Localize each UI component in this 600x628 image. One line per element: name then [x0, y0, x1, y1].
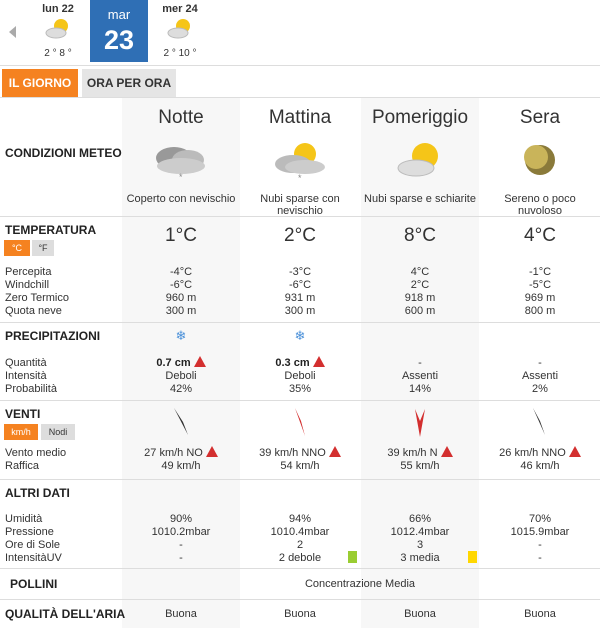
sun-hours-value: -	[179, 539, 183, 551]
perceived-label: Percepita	[5, 266, 52, 278]
air-quality-section	[0, 600, 600, 628]
intensity-value: Deboli	[284, 370, 316, 382]
average-wind-value: 26 km/h NNO	[481, 446, 599, 459]
air-quality-value: Buona	[165, 608, 197, 620]
partly-cloudy-icon	[45, 17, 73, 41]
windchill-value: -5°C	[528, 279, 552, 291]
wind-direction-arrow-icon	[481, 405, 599, 439]
perceived-value: -1°C	[528, 266, 552, 278]
quantity-value: 0.3 cm	[241, 356, 359, 369]
air-quality-value: Buona	[404, 608, 436, 620]
humidity-label: Umidità	[5, 513, 43, 525]
warning-icon	[569, 446, 581, 457]
warning-icon	[441, 446, 453, 457]
pressure-value: 1010.2mbar	[151, 526, 211, 538]
snow-level-value: 600 m	[404, 305, 436, 317]
precipitation-section	[0, 323, 600, 401]
sun-hours-label: Ore di Sole	[5, 539, 61, 551]
day-mar-23[interactable]	[90, 0, 148, 62]
snowflake-icon: ❄	[294, 328, 306, 343]
conditions-section	[0, 98, 600, 217]
partly-cloudy-icon	[167, 17, 195, 41]
intensity-value: Deboli	[165, 370, 197, 382]
condition-description: Coperto con nevischio	[126, 193, 236, 205]
kmh-toggle[interactable]: km/h	[4, 424, 38, 440]
view-tabs	[0, 66, 600, 98]
period-pomeriggio: Pomeriggio	[371, 107, 469, 128]
average-wind-value: 39 km/h NNO	[241, 446, 359, 459]
other-data-header: ALTRI DATI	[5, 486, 70, 500]
uv-value: -	[538, 552, 542, 564]
wind-arrow	[415, 409, 425, 437]
zero-thermal-value: 918 m	[404, 292, 436, 304]
pressure-value: 1010.4mbar	[270, 526, 330, 538]
pressure-value: 1012.4mbar	[390, 526, 450, 538]
day-temps: 2 ° 10 °	[163, 48, 197, 59]
pressure-value: 1015.9mbar	[510, 526, 570, 538]
intensity-label: Intensità	[5, 370, 47, 382]
partly-cloudy-icon	[361, 140, 479, 182]
pollen-header: POLLINI	[10, 577, 58, 591]
temperature-value: 1°C	[165, 225, 197, 246]
uv-level-indicator	[348, 551, 357, 563]
sun-hours-value: 3	[416, 539, 424, 551]
quantity-value: -	[418, 357, 422, 369]
quantity-value: 0.7 cm	[122, 356, 240, 369]
snowflake-icon: ❄	[175, 328, 187, 343]
intensity-value: Assenti	[521, 370, 559, 382]
perceived-value: -4°C	[169, 266, 193, 278]
temperature-section	[0, 217, 600, 323]
tab-il-giorno[interactable]: IL GIORNO	[2, 69, 78, 97]
windchill-value: 2°C	[410, 279, 430, 291]
condition-description: Nubi sparse e schiarite	[364, 193, 476, 205]
average-wind-value: 39 km/h N	[361, 446, 479, 459]
probability-label: Probabilità	[5, 383, 57, 395]
pollen-section	[0, 569, 600, 600]
wind-arrow	[174, 408, 188, 435]
warning-icon	[206, 446, 218, 457]
warning-icon	[194, 356, 206, 367]
perceived-value: -3°C	[288, 266, 312, 278]
previous-day-arrow-icon[interactable]	[9, 26, 16, 38]
period-sera: Sera	[519, 107, 561, 128]
condition-description: Sereno o poco nuvoloso	[504, 193, 576, 217]
humidity-value: 66%	[408, 513, 432, 525]
wind-header: VENTI	[5, 407, 41, 421]
pollen-value: Concentrazione Media	[304, 578, 416, 590]
uv-value: 3 media	[400, 552, 440, 564]
humidity-value: 94%	[288, 513, 312, 525]
uv-level-indicator	[468, 551, 477, 563]
quantity-value: -	[538, 357, 542, 369]
wind-arrow	[533, 408, 545, 435]
uv-value: -	[179, 552, 183, 564]
temperature-header: TEMPERATURA	[5, 223, 97, 237]
gust-value: 54 km/h	[280, 460, 320, 472]
wind-direction-arrow-icon	[361, 405, 479, 439]
wind-section	[0, 401, 600, 480]
air-quality-value: Buona	[284, 608, 316, 620]
intensity-value: Assenti	[401, 370, 439, 382]
probability-value: 35%	[288, 383, 312, 395]
average-wind-label: Vento medio	[5, 447, 67, 459]
cloudy-sleet-icon	[122, 140, 240, 182]
sun-hours-value: 2	[296, 539, 304, 551]
partly-cloudy-sleet-icon	[241, 140, 359, 182]
knots-toggle[interactable]: Nodi	[41, 424, 75, 440]
moon-clear-icon	[481, 140, 599, 182]
gust-value: 49 km/h	[161, 460, 201, 472]
day-mer-24[interactable]	[150, 0, 210, 62]
air-quality-value: Buona	[524, 608, 556, 620]
gust-value: 55 km/h	[400, 460, 440, 472]
wind-direction-arrow-icon	[122, 405, 240, 439]
day-label: mer 24	[162, 3, 198, 15]
fahrenheit-toggle[interactable]: °F	[32, 240, 54, 256]
day-lun-22[interactable]	[28, 0, 88, 62]
condition-description: Nubi sparse con nevischio	[260, 193, 340, 217]
day-temps: 2 ° 8 °	[44, 48, 72, 59]
svg-text:*: *	[298, 173, 302, 182]
gust-value: 46 km/h	[520, 460, 560, 472]
wind-arrow	[295, 408, 305, 436]
humidity-value: 70%	[528, 513, 552, 525]
snow-level-value: 300 m	[284, 305, 316, 317]
snow-level-label: Quota neve	[5, 305, 62, 317]
snow-level-value: 300 m	[165, 305, 197, 317]
zero-thermal-label: Zero Termico	[5, 292, 69, 304]
period-notte: Notte	[158, 107, 204, 128]
date-selector	[0, 0, 600, 66]
average-wind-value: 27 km/h NO	[122, 446, 240, 459]
temperature-value: 4°C	[524, 225, 556, 246]
pressure-label: Pressione	[5, 526, 54, 538]
day-label: lun 22	[42, 3, 74, 15]
other-data-section	[0, 480, 600, 569]
conditions-header: CONDIZIONI METEO	[5, 146, 122, 160]
humidity-value: 90%	[169, 513, 193, 525]
svg-text:*: *	[179, 172, 183, 182]
temperature-value: 2°C	[284, 225, 316, 246]
zero-thermal-value: 931 m	[284, 292, 316, 304]
precipitation-header: PRECIPITAZIONI	[5, 329, 101, 343]
windchill-value: -6°C	[288, 279, 312, 291]
snow-level-value: 800 m	[524, 305, 556, 317]
tab-ora-per-ora[interactable]: ORA PER ORA	[82, 69, 176, 97]
gust-label: Raffica	[5, 460, 40, 472]
quantity-label: Quantità	[5, 357, 47, 369]
perceived-value: 4°C	[410, 266, 430, 278]
windchill-label: Windchill	[5, 279, 50, 291]
period-mattina: Mattina	[268, 107, 332, 128]
warning-icon	[313, 356, 325, 367]
zero-thermal-value: 960 m	[165, 292, 197, 304]
uv-value: 2 debole	[278, 552, 322, 564]
air-quality-header: QUALITÀ DELL'ARIA	[5, 607, 126, 621]
warning-icon	[329, 446, 341, 457]
temperature-value: 8°C	[404, 225, 436, 246]
probability-value: 42%	[169, 383, 193, 395]
probability-value: 14%	[408, 383, 432, 395]
uv-intensity-label: IntensitàUV	[5, 552, 62, 564]
day-number: 23	[103, 25, 135, 55]
day-label: mar	[107, 7, 131, 22]
zero-thermal-value: 969 m	[524, 292, 556, 304]
windchill-value: -6°C	[169, 279, 193, 291]
sun-hours-value: -	[538, 539, 542, 551]
wind-direction-arrow-icon	[241, 405, 359, 439]
celsius-toggle[interactable]: °C	[4, 240, 30, 256]
probability-value: 2%	[532, 383, 548, 395]
